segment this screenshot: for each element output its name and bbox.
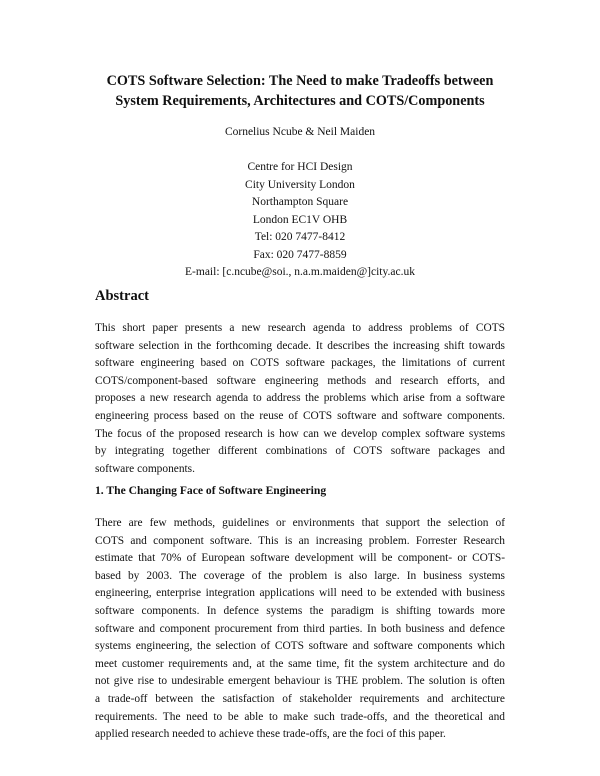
affiliation-email-line: E-mail: [c.ncube@soi., n.a.m.maiden@]city.ac.uk (185, 266, 415, 278)
affiliation-line: Northampton Square (251, 196, 349, 208)
section-line: software and component procurement from third parties. In both business and defence (95, 622, 505, 635)
section-line: based by 2003. The coverage of the problem is also large. In business systems (95, 569, 505, 582)
affiliation-line: Fax: 020 7477-8859 (253, 248, 347, 261)
section-line: a trade-off between the satisfaction of stakeholder requirements and architecture (95, 692, 505, 705)
affiliation-line: City University London (245, 178, 355, 191)
abstract-line: software components. (95, 462, 195, 475)
affiliation-line: Centre for HCI Design (247, 161, 353, 173)
abstract-line: This short paper presents a new research agenda to address problems of COTS (95, 322, 505, 334)
paper-title (60, 71, 540, 111)
abstract-line: by integrating together different combinations of COTS software packages and (95, 445, 505, 458)
title-line: COTS Software Selection: The Need to make Tradeoffs between (106, 73, 494, 89)
affiliation-line: Tel: 020 7477-8412 (254, 231, 346, 243)
abstract-paragraph (95, 320, 505, 478)
abstract-heading: Abstract (95, 288, 149, 304)
section-line: systems engineering, the selection of COTS software and software components which (95, 640, 505, 653)
abstract-line: COTS/component-based software engineering methods and research efforts, and (95, 374, 505, 387)
abstract-line: engineering process based on the reuse of COTS software and software components. (95, 409, 505, 422)
section-line: COTS and component software. This is an increasing problem. Forrester Research (95, 534, 505, 547)
abstract-line: proposes a new research agenda to address the problems which arise from a software (95, 392, 505, 405)
section-line: not give rise to undesirable emergent behaviour is THE problem. The solution is often (95, 675, 505, 688)
section-heading: 1. The Changing Face of Software Engineering (95, 484, 327, 497)
section-paragraph (95, 515, 505, 744)
section-line: There are few methods, guidelines or environments that support the selection of (95, 517, 505, 529)
abstract-line: software engineering based on COTS software packages, the limitations of current (95, 357, 505, 370)
title-line: System Requirements, Architectures and COTS/Components (115, 93, 485, 109)
section-line: applied research needed to achieve these trade-offs, are the foci of this paper. (95, 728, 446, 741)
section-line: estimate that 70% of European software development will be component- or COTS- (95, 552, 505, 565)
affiliation-block (60, 159, 540, 282)
section-line: software components. In defence systems the paradigm is shifting towards more (95, 604, 505, 617)
abstract-line: software selection in the forthcoming decade. It describes the increasing shift towards (95, 339, 505, 352)
author-names: Cornelius Ncube & Neil Maiden (224, 126, 376, 138)
abstract-line: The focus of the proposed research is how can we develop complex software systems (95, 427, 505, 440)
section-line: requirements. The need to be able to make such trade-offs, and the theoretical and (95, 710, 505, 723)
section-line: meet customer requirements and, at the same time, fit the system architecture and do (95, 657, 505, 670)
section-line: engineering, enterprise integration applications will need to be extended with business (95, 587, 505, 600)
affiliation-line: London EC1V OHB (252, 213, 348, 226)
